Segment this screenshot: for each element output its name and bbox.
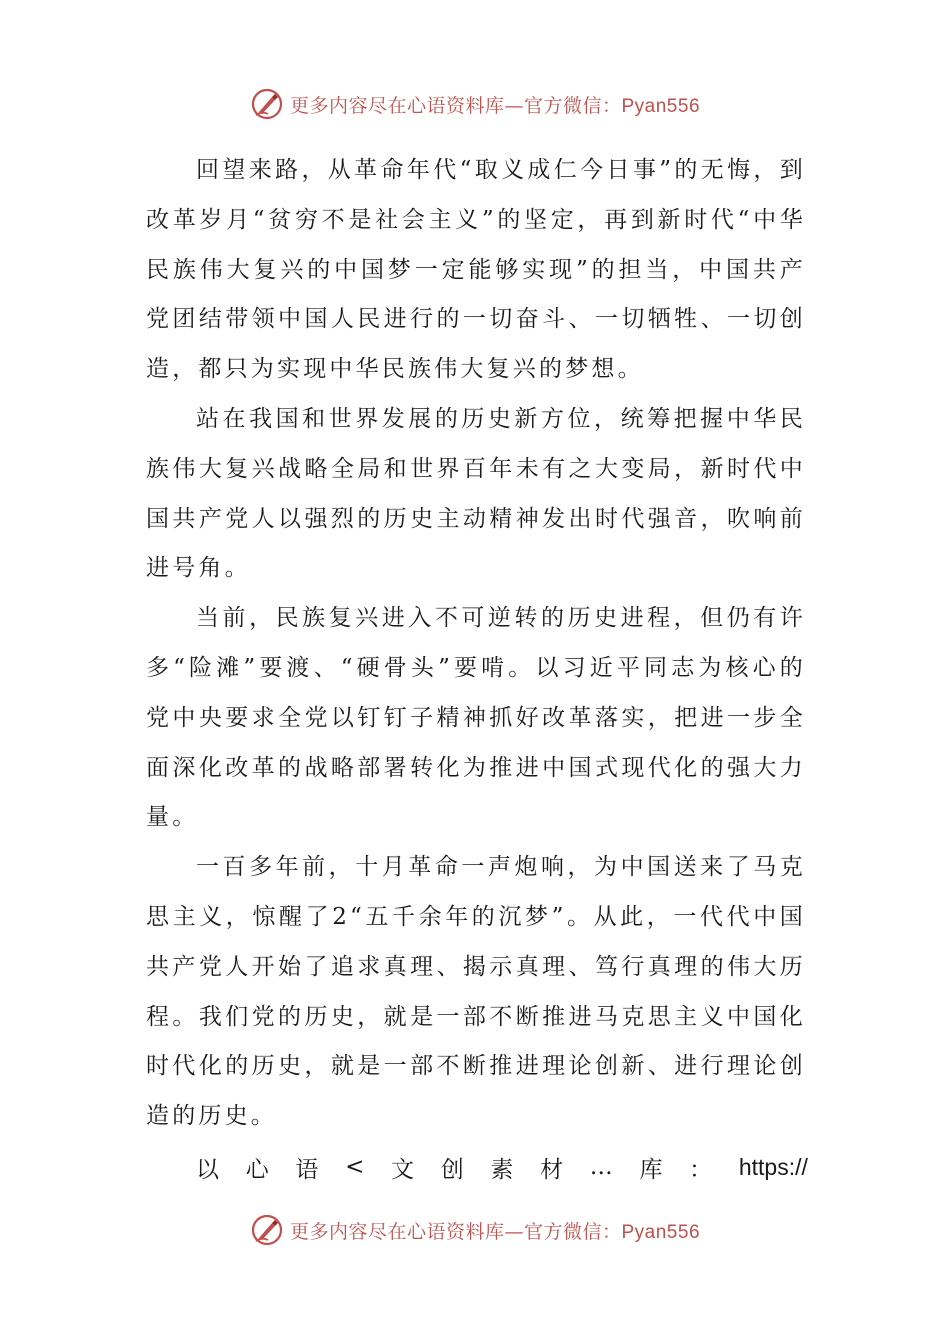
document-body [146,146,806,1142]
paragraph-3: 当前，民族复兴进入不可逆转的历史进程，但仍有许多“险滩”要渡、“硬骨头”要啃。以习近平同志为核心的党中央要求全党以钉钉子精神抓好改革落实，把进一步全面深化改革的战略部署转化为推进中国式现代化的强大力量。 [146,605,806,831]
char: < [345,1154,365,1180]
watermark-text: 更多内容尽在心语资料库—官方微信：Pyan556 [289,94,701,117]
char: … [589,1154,613,1180]
char: 库 [639,1156,663,1183]
char: ： [689,1156,713,1183]
watermark-text: 更多内容尽在心语资料库—官方微信：Pyan556 [289,1220,701,1243]
pen-logo-icon [250,87,284,121]
char: 文 [391,1156,415,1183]
char: 语 [295,1156,319,1183]
footer-watermark [0,1210,950,1250]
char: 材 [540,1156,564,1183]
paragraph-4: 一百多年前，十月革命一声炮响，为中国送来了马克思主义，惊醒了2“五千余年的沉梦”。从此，一代代中国共产党人开始了追求真理、揭示真理、笃行真理的伟大历程。我们党的历史，就是一部不断推进马克思主义中国化时代化的历史，就是一部不断推进理论创新、进行理论创造的历史。 [146,854,806,1130]
paragraph-1: 回望来路，从革命年代“取义成仁今日事”的无悔，到改革岁月“贫穷不是社会主义”的坚定，再到新时代“中华民族伟大复兴的中国梦一定能够实现”的担当，中国共产党团结带领中国人民进行的一切奋斗、一切牺牲、一切创造，都只为实现中华民族伟大复兴的梦想。 [146,157,806,383]
char: 以 [196,1156,219,1183]
pen-logo-icon [250,1213,284,1247]
char: 创 [440,1156,464,1183]
char: 心 [245,1156,269,1183]
paragraph-2: 站在我国和世界发展的历史新方位，统筹把握中华民族伟大复兴战略全局和世界百年未有之大变局，新时代中国共产党人以强烈的历史主动精神发出时代强音，吹响前进号角。 [146,405,806,582]
char: 素 [490,1156,514,1183]
header-watermark [0,84,950,124]
trailing-line [196,1142,808,1192]
url-link[interactable]: https:// [738,1153,808,1180]
